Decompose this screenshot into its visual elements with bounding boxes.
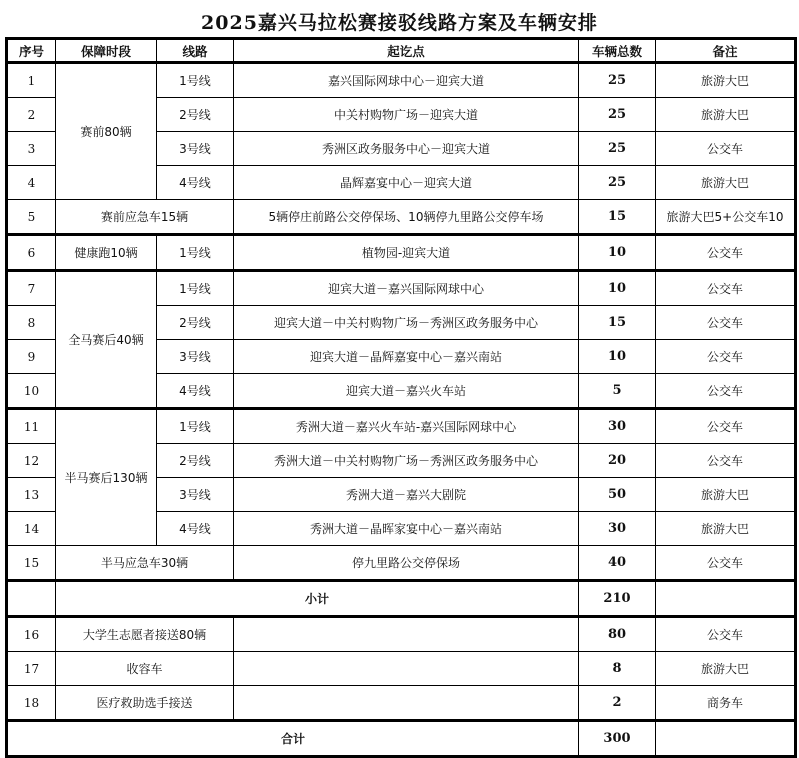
cell-note: 公交车 (656, 409, 796, 444)
cell-note: 旅游大巴 (656, 478, 796, 512)
cell-route: 秀洲大道－嘉兴大剧院 (234, 478, 579, 512)
total-row (7, 721, 796, 757)
cell-note: 公交车 (656, 617, 796, 652)
cell-count: 10 (579, 340, 656, 374)
cell-line: 2号线 (157, 98, 234, 132)
cell-count: 15 (579, 306, 656, 340)
header-count: 车辆总数 (579, 39, 656, 63)
cell-line: 1号线 (157, 235, 234, 271)
cell-seq: 8 (7, 306, 56, 340)
cell-note: 商务车 (656, 686, 796, 721)
cell-seq: 11 (7, 409, 56, 444)
cell-period: 收容车 (56, 652, 234, 686)
cell-note: 公交车 (656, 340, 796, 374)
table-row (7, 200, 796, 235)
cell-count: 10 (579, 271, 656, 306)
header-route: 起讫点 (234, 39, 579, 63)
cell-note: 公交车 (656, 132, 796, 166)
cell-period: 赛前80辆 (56, 63, 157, 200)
cell-count: 20 (579, 444, 656, 478)
cell-count: 50 (579, 478, 656, 512)
cell-seq: 1 (7, 63, 56, 98)
cell-seq-empty (7, 581, 56, 617)
cell-seq: 14 (7, 512, 56, 546)
cell-line: 3号线 (157, 132, 234, 166)
cell-note: 公交车 (656, 271, 796, 306)
cell-seq: 17 (7, 652, 56, 686)
cell-line: 1号线 (157, 409, 234, 444)
cell-route: 迎宾大道－嘉兴火车站 (234, 374, 579, 409)
cell-count: 25 (579, 63, 656, 98)
cell-seq: 10 (7, 374, 56, 409)
cell-route: 秀洲区政务服务中心－迎宾大道 (234, 132, 579, 166)
cell-period: 健康跑10辆 (56, 235, 157, 271)
subtotal-row (7, 581, 796, 617)
table-row (7, 617, 796, 652)
total-count: 300 (579, 721, 656, 757)
cell-seq: 7 (7, 271, 56, 306)
cell-line: 1号线 (157, 271, 234, 306)
header-period: 保障时段 (56, 39, 157, 63)
cell-seq: 12 (7, 444, 56, 478)
cell-route: 秀洲大道－中关村购物广场－秀洲区政务服务中心 (234, 444, 579, 478)
table-row (7, 686, 796, 721)
cell-route: 停九里路公交停保场 (234, 546, 579, 581)
cell-note: 旅游大巴 (656, 166, 796, 200)
cell-route: 5辆停庄前路公交停保场、10辆停九里路公交停车场 (234, 200, 579, 235)
header-line: 线路 (157, 39, 234, 63)
cell-count: 5 (579, 374, 656, 409)
cell-count: 15 (579, 200, 656, 235)
cell-note: 旅游大巴 (656, 652, 796, 686)
cell-seq: 4 (7, 166, 56, 200)
table-row (7, 409, 796, 444)
cell-note: 旅游大巴 (656, 98, 796, 132)
cell-route: 秀洲大道－晶晖家宴中心－嘉兴南站 (234, 512, 579, 546)
cell-seq: 3 (7, 132, 56, 166)
cell-note: 公交车 (656, 444, 796, 478)
cell-line: 4号线 (157, 374, 234, 409)
cell-note-empty (656, 581, 796, 617)
cell-count: 40 (579, 546, 656, 581)
cell-period: 半马赛后130辆 (56, 409, 157, 546)
cell-seq: 18 (7, 686, 56, 721)
cell-note: 公交车 (656, 306, 796, 340)
header-row (7, 39, 796, 63)
cell-note: 公交车 (656, 235, 796, 271)
document-title: 2025嘉兴马拉松赛接驳线路方案及车辆安排 (201, 12, 598, 34)
cell-route: 植物园-迎宾大道 (234, 235, 579, 271)
cell-count: 30 (579, 409, 656, 444)
cell-line: 3号线 (157, 340, 234, 374)
cell-note: 公交车 (656, 546, 796, 581)
cell-period: 赛前应急车15辆 (56, 200, 234, 235)
cell-note: 旅游大巴5+公交车10 (656, 200, 796, 235)
cell-line: 4号线 (157, 512, 234, 546)
cell-route (234, 652, 579, 686)
table-row (7, 652, 796, 686)
cell-count: 80 (579, 617, 656, 652)
cell-route: 迎宾大道－中关村购物广场－秀洲区政务服务中心 (234, 306, 579, 340)
cell-line: 4号线 (157, 166, 234, 200)
cell-seq: 2 (7, 98, 56, 132)
cell-count: 25 (579, 132, 656, 166)
cell-line: 2号线 (157, 306, 234, 340)
cell-period: 全马赛后40辆 (56, 271, 157, 409)
total-label: 合计 (7, 721, 579, 757)
cell-route: 秀洲大道－嘉兴火车站-嘉兴国际网球中心 (234, 409, 579, 444)
shuttle-arrangement-table (5, 37, 797, 758)
cell-note-empty (656, 721, 796, 757)
subtotal-count: 210 (579, 581, 656, 617)
cell-seq: 9 (7, 340, 56, 374)
cell-route: 中关村购物广场－迎宾大道 (234, 98, 579, 132)
cell-count: 30 (579, 512, 656, 546)
table-row (7, 235, 796, 271)
cell-note: 公交车 (656, 374, 796, 409)
subtotal-label: 小计 (56, 581, 579, 617)
cell-note: 旅游大巴 (656, 63, 796, 98)
cell-route: 迎宾大道－晶辉嘉宴中心－嘉兴南站 (234, 340, 579, 374)
cell-route: 晶辉嘉宴中心－迎宾大道 (234, 166, 579, 200)
cell-seq: 13 (7, 478, 56, 512)
cell-count: 2 (579, 686, 656, 721)
header-note: 备注 (656, 39, 796, 63)
cell-line: 2号线 (157, 444, 234, 478)
cell-route (234, 617, 579, 652)
cell-line: 1号线 (157, 63, 234, 98)
cell-route: 嘉兴国际网球中心－迎宾大道 (234, 63, 579, 98)
cell-period: 医疗救助选手接送 (56, 686, 234, 721)
cell-note: 旅游大巴 (656, 512, 796, 546)
cell-seq: 15 (7, 546, 56, 581)
cell-seq: 5 (7, 200, 56, 235)
cell-seq: 6 (7, 235, 56, 271)
table-row (7, 546, 796, 581)
cell-period: 半马应急车30辆 (56, 546, 234, 581)
cell-count: 25 (579, 98, 656, 132)
header-seq: 序号 (7, 39, 56, 63)
cell-count: 25 (579, 166, 656, 200)
cell-line: 3号线 (157, 478, 234, 512)
cell-seq: 16 (7, 617, 56, 652)
cell-route: 迎宾大道－嘉兴国际网球中心 (234, 271, 579, 306)
table-row (7, 63, 796, 98)
table-row (7, 271, 796, 306)
cell-route (234, 686, 579, 721)
cell-count: 10 (579, 235, 656, 271)
cell-period: 大学生志愿者接送80辆 (56, 617, 234, 652)
cell-count: 8 (579, 652, 656, 686)
